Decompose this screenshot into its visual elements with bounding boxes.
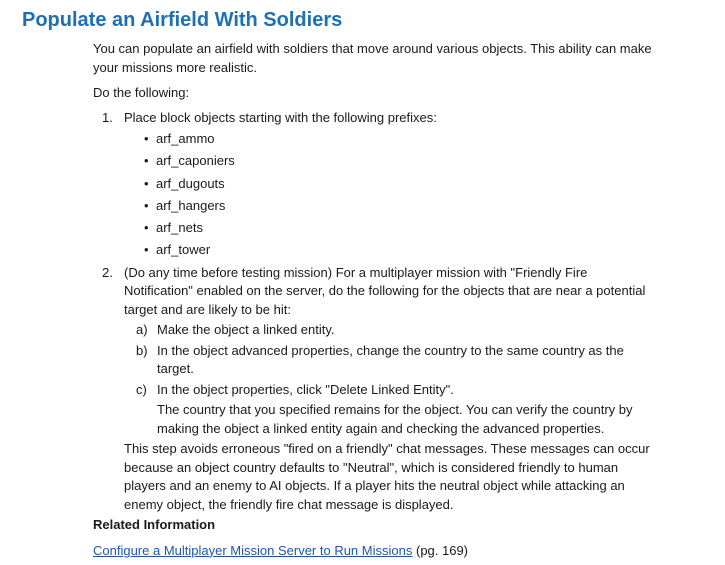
substep-letter: c)	[136, 381, 147, 397]
main-content	[93, 40, 653, 560]
bullet-icon: •	[144, 242, 149, 258]
list-item	[124, 175, 653, 194]
step-explanation: This step avoids erroneous "fired on a friendly" chat messages. These messages can occur because an object country defaults to "Neutral", which is considered friendly to human players and an enemy to AI objects. If a player hits the neutral object while attacking an enemy object, the friendly fire chat message is displayed.	[124, 441, 650, 512]
bullet-icon: •	[144, 197, 149, 213]
list-item	[124, 130, 653, 149]
prefix-label: arf_dugouts	[156, 175, 225, 191]
list-item	[124, 219, 653, 238]
intro-paragraph: You can populate an airfield with soldiers that move around various objects. This ability can make your missions more realistic.	[93, 41, 652, 75]
substep-b	[124, 342, 653, 379]
substep-letter: b)	[136, 342, 148, 358]
bullet-icon: •	[144, 220, 149, 236]
substep-text: Make the object a linked entity.	[157, 322, 335, 338]
related-info-heading: Related Information	[93, 517, 216, 533]
step-text: Place block objects starting with the following prefixes:	[124, 109, 437, 125]
prefix-label: arf_hangers	[156, 197, 226, 213]
substep-text: In the object properties, click "Delete Linked Entity".	[157, 381, 454, 397]
prefix-label: arf_caponiers	[156, 153, 235, 169]
related-link[interactable]: Configure a Multiplayer Mission Server to Run Missions	[93, 542, 413, 558]
page-title: Populate an Airfield With Soldiers	[22, 9, 343, 31]
substep-a	[124, 321, 653, 340]
prefix-label: arf_nets	[156, 220, 203, 236]
substeps-list	[124, 321, 653, 438]
list-item	[124, 197, 653, 216]
substep-c	[124, 381, 653, 439]
substep-text: In the object advanced properties, change the country to the same country as the target.	[157, 342, 624, 377]
bullet-icon: •	[144, 175, 149, 191]
bullet-icon: •	[144, 153, 149, 169]
substep-note: The country that you specified remains for the object. You can verify the country by making the object a linked entity again and checking the advanced properties.	[157, 402, 633, 436]
list-item	[124, 152, 653, 171]
step-2	[93, 264, 653, 515]
steps-list	[93, 109, 653, 515]
substep-letter: a)	[136, 322, 148, 338]
list-item	[124, 241, 653, 260]
page-reference: (pg. 169)	[415, 542, 469, 558]
prefix-list	[124, 130, 653, 260]
related-link-line	[93, 542, 653, 561]
step-text: (Do any time before testing mission) For a multiplayer mission with "Friendly Fire Notification" enabled on the server, do the following for the objects that are near a potential target and are likely to be hit:	[124, 264, 646, 317]
step-number: 1.	[102, 109, 113, 125]
bullet-icon: •	[144, 131, 149, 146]
step-1	[93, 109, 653, 260]
prefix-label: arf_tower	[156, 242, 211, 258]
step-number: 2.	[102, 264, 113, 280]
prefix-label: arf_ammo	[156, 131, 215, 146]
instructions-lead: Do the following:	[93, 85, 190, 100]
